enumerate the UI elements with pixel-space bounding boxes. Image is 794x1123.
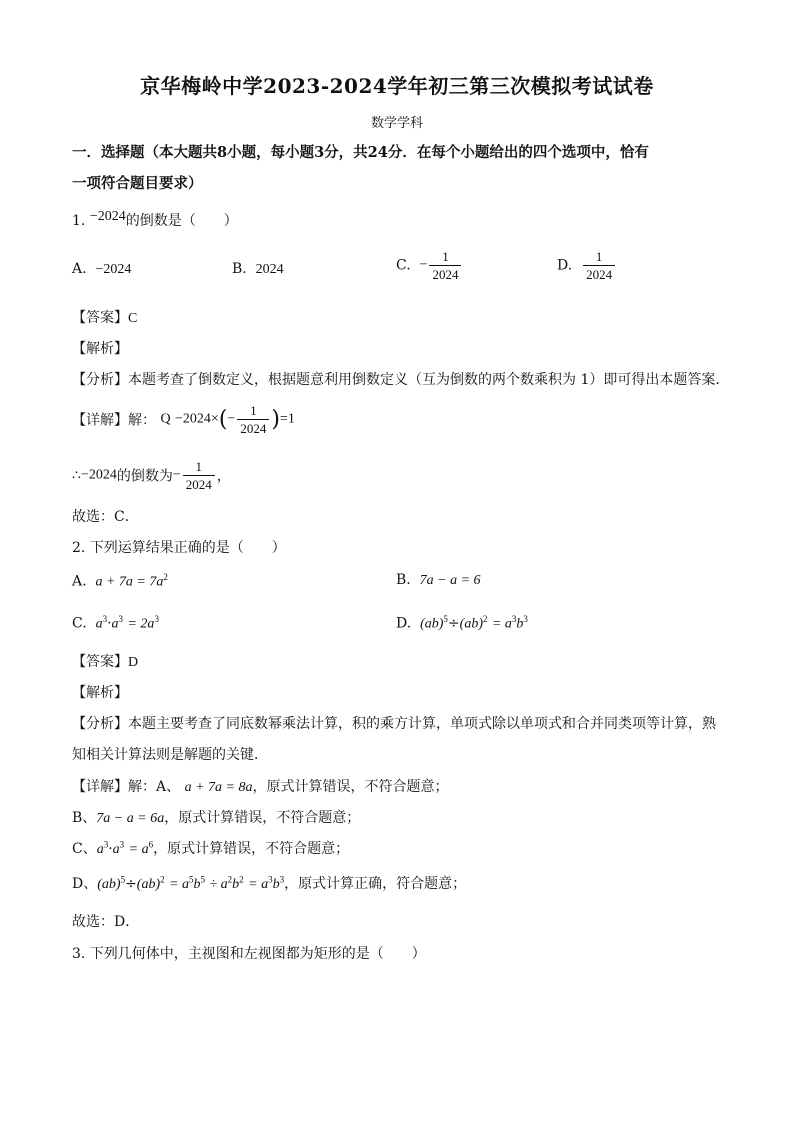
numerator: 1: [195, 459, 202, 474]
detail-expression: 7a − a = 6a: [96, 811, 165, 826]
therefore-symbol: ∴: [72, 467, 81, 484]
exponent: 5: [120, 874, 126, 885]
exponent: 3: [268, 874, 273, 885]
question-number: 1.: [72, 213, 86, 229]
option-label: C.: [396, 257, 411, 274]
stem-text: 下列运算结果正确的是（ ）: [89, 540, 286, 556]
exponent: 2: [227, 874, 233, 885]
denominator: 2024: [429, 265, 461, 283]
base: b: [516, 616, 524, 632]
fraction: [429, 248, 461, 283]
exponent: 3: [279, 874, 285, 885]
detail-expression: a + 7a = 8a: [184, 780, 253, 795]
term: b: [193, 877, 201, 892]
option-label: A.: [72, 261, 87, 277]
base: a: [111, 616, 119, 632]
base: a: [96, 842, 104, 857]
question-number: 2.: [72, 540, 86, 556]
power-base: (ab): [136, 877, 161, 892]
exponent: 6: [148, 839, 154, 850]
power-base: (ab): [420, 616, 444, 632]
term: ÷ a: [209, 877, 228, 892]
detail-text: ，原式计算错误，不符合题意；: [153, 841, 350, 857]
minus-sign: −: [419, 257, 428, 273]
q2-choose: 故选：D．: [72, 914, 140, 930]
q2-fenxi-line2: 知相关计算法则是解题的关键．: [72, 747, 268, 763]
exponent: 5: [189, 874, 194, 885]
detail-prefix: C、: [72, 841, 97, 857]
base: a: [112, 842, 120, 857]
q2-detail-a: [72, 776, 448, 796]
question-number: 3.: [72, 946, 86, 962]
exponent: 3: [102, 614, 108, 624]
exponent: 3: [119, 839, 125, 850]
exam-title: 京华梅岭中学2023-2024学年初三第三次模拟考试试卷: [140, 74, 654, 98]
answer-label: 【答案】: [72, 310, 128, 326]
exponent: 5: [200, 874, 206, 885]
right-paren: ): [271, 407, 280, 432]
answer-label: 【答案】: [72, 654, 128, 670]
fraction: [583, 248, 615, 283]
detail-prefix: 解：A、: [128, 779, 181, 795]
stem-text: 下列几何体中，主视图和左视图都为矩形的是（ ）: [89, 946, 426, 962]
answer-value: D: [128, 655, 139, 670]
term: = a: [169, 877, 190, 892]
q1-choose: 故选：C．: [72, 509, 139, 525]
therefore-value: −2024: [80, 467, 117, 483]
q2-detail-d: [72, 873, 466, 893]
q2-option-b: [396, 572, 481, 589]
exponent: 2: [160, 874, 165, 885]
q2-fenxi-line1: [72, 713, 716, 733]
term: b: [272, 877, 280, 892]
fenxi-text: 本题主要考查了同底数幂乘法计算，积的乘方计算，单项式除以单项式和合并同类项等计算，熟: [128, 716, 716, 732]
therefore-text: 的倒数为: [116, 468, 173, 485]
rhs: = 2a: [127, 616, 155, 632]
exponent: 2: [239, 874, 244, 885]
left-paren: (: [218, 407, 228, 432]
minus-sign: −: [172, 467, 181, 483]
term: = a: [248, 877, 269, 892]
numerator: 1: [442, 249, 449, 264]
question-2-stem: [72, 537, 286, 557]
q2-detail-b: [72, 807, 360, 827]
denominator: 2024: [237, 419, 269, 437]
fenxi-label: 【分析】: [72, 716, 128, 732]
q2-detail-c: [72, 838, 349, 858]
section-heading-line1: 一．选择题（本大题共8小题，每小题3分，共24分．在每个小题给出的四个选项中，恰有: [72, 144, 649, 161]
exponent: 2: [482, 614, 488, 624]
option-label: B.: [396, 572, 411, 588]
denominator: 2024: [583, 265, 615, 283]
base: a: [95, 616, 103, 632]
numerator: 1: [595, 249, 603, 264]
expression-left: −2024×: [175, 411, 219, 427]
option-label: D.: [396, 615, 412, 632]
option-expression: a + 7a = 7a: [95, 574, 164, 590]
option-label: B.: [232, 261, 247, 277]
option-label: D.: [557, 257, 573, 274]
q2-analysis-label: 【解析】: [72, 685, 128, 701]
rhs: = a: [128, 842, 149, 857]
q1-option-a: [72, 261, 131, 278]
punctuation: ，: [216, 468, 231, 485]
exponent: 2: [163, 572, 168, 582]
fraction: [183, 458, 215, 493]
q1-fenxi: [72, 369, 729, 389]
because-symbol: Q: [160, 411, 171, 427]
divide-operator: ÷: [447, 615, 460, 632]
rhs: = a: [491, 616, 512, 632]
exam-subject: 数学学科: [370, 116, 423, 131]
exponent: 5: [443, 614, 448, 624]
answer-value: C: [128, 311, 138, 326]
power-base: (ab): [459, 616, 483, 632]
option-expression: 7a − a = 6: [419, 573, 481, 588]
q1-option-d: [557, 248, 617, 283]
q1-therefore: [72, 458, 231, 493]
stem-text: 的倒数是（ ）: [125, 213, 238, 229]
question-3-stem: [72, 943, 426, 963]
detail-label: 【详解】: [72, 779, 128, 795]
minus-sign: −: [227, 411, 236, 427]
option-label: A.: [72, 573, 87, 590]
divide-operator: ÷: [125, 876, 137, 892]
detail-prefix: 解：: [128, 412, 156, 429]
term: b: [232, 877, 240, 892]
option-value: −2024: [95, 262, 132, 277]
expression-right: =1: [279, 411, 295, 427]
dot-operator: ·: [107, 615, 112, 632]
fenxi-label: 【分析】: [72, 372, 128, 388]
q1-detail: [72, 402, 295, 437]
option-value: 2024: [255, 262, 284, 277]
fraction: [237, 402, 269, 437]
detail-text: ，原式计算错误，不符合题意；: [252, 779, 449, 795]
q2-option-d: [396, 614, 528, 633]
denominator: 2024: [183, 475, 215, 493]
q2-option-c: [72, 614, 159, 633]
option-label: C.: [72, 615, 87, 632]
exponent: 3: [103, 839, 109, 850]
detail-label: 【详解】: [72, 412, 128, 429]
dot-operator: ·: [108, 841, 113, 857]
q2-option-a: [72, 572, 168, 591]
detail-prefix: D、: [72, 876, 98, 892]
exponent: 3: [511, 614, 517, 624]
exponent: 3: [154, 614, 159, 624]
exponent: 3: [523, 614, 528, 624]
detail-text: ，原式计算错误，不符合题意；: [164, 810, 361, 826]
fenxi-text: 本题考查了倒数定义，根据题意利用倒数定义（互为倒数的两个数乘积为 1）即可得出本题答案．: [128, 372, 730, 388]
exponent: 3: [118, 614, 124, 624]
q1-option-b: [232, 261, 284, 278]
power-base: (ab): [97, 877, 121, 892]
stem-value: −2024: [89, 209, 126, 224]
detail-prefix: B、: [72, 810, 97, 826]
q1-answer: [72, 307, 137, 327]
numerator: 1: [250, 403, 257, 418]
q1-option-c: [396, 248, 463, 283]
q2-answer: [72, 651, 138, 671]
question-1-stem: [72, 210, 238, 230]
q1-analysis-label: 【解析】: [72, 341, 128, 357]
detail-text: ，原式计算正确，符合题意；: [284, 876, 467, 892]
section-heading-line2: 一项符合题目要求）: [72, 175, 203, 192]
